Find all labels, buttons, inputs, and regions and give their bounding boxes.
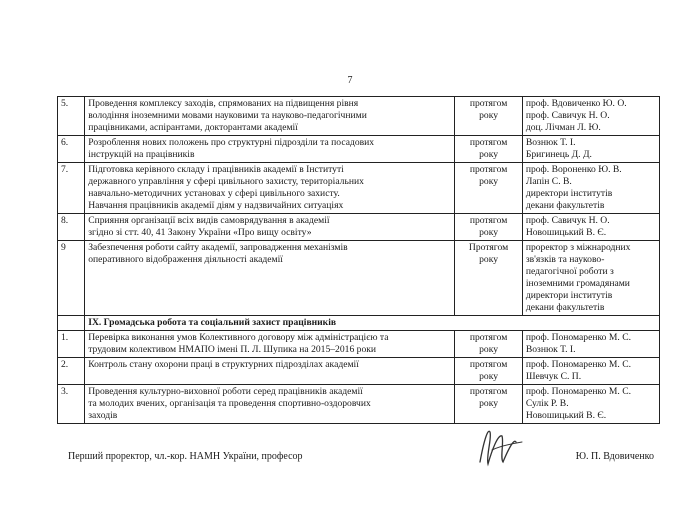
row-number: 9 <box>58 241 85 316</box>
table-row <box>58 136 660 163</box>
row-term-line: Протягом <box>468 242 509 253</box>
row-responsible-line: проф. Пономаренко М. С. <box>525 332 631 343</box>
table-row <box>58 331 660 358</box>
signer-position: Перший проректор, чл.-кор. НАМН України, професор <box>68 451 303 462</box>
row-task <box>85 97 455 136</box>
row-responsible-line: проф. Савичук Н. О. <box>525 215 610 226</box>
row-responsible-line: директори інститутів <box>525 188 613 199</box>
row-number: 1. <box>58 331 85 358</box>
row-term <box>455 136 523 163</box>
row-task <box>85 385 455 424</box>
row-task-line: навчально-методичних установах у сфері цивільного захисту. <box>88 188 340 199</box>
row-task-line: та молодих вчених, організація та проведення спортивно-оздоровчих <box>88 398 371 409</box>
table-row <box>58 385 660 424</box>
row-task-line: Забезпечення роботи сайту академії, запровадження механізмів <box>88 242 348 253</box>
row-responsible-line: проректор з міжнародних <box>525 242 631 253</box>
row-term <box>455 163 523 214</box>
row-task <box>85 214 455 241</box>
row-term-line: року <box>479 398 499 409</box>
row-term <box>455 331 523 358</box>
row-term <box>455 97 523 136</box>
row-responsible-line: іноземними громадянами <box>525 278 630 289</box>
section-row <box>58 316 660 331</box>
row-responsible-line: проф. Вороненко Ю. В. <box>525 164 622 175</box>
row-term-line: року <box>479 149 499 160</box>
row-responsible-line: проф. Пономаренко М. С. <box>525 359 631 370</box>
table-row <box>58 97 660 136</box>
row-task-line: оперативного відображення діяльності академії <box>88 254 283 265</box>
table-row <box>58 214 660 241</box>
row-responsible-line: Вознюк Т. І. <box>525 344 576 355</box>
row-number: 2. <box>58 358 85 385</box>
row-term-line: протягом <box>469 137 508 148</box>
row-task <box>85 331 455 358</box>
row-number: 8. <box>58 214 85 241</box>
plan-table <box>57 96 660 424</box>
row-responsible <box>522 385 659 424</box>
row-task <box>85 163 455 214</box>
row-responsible <box>522 163 659 214</box>
row-task-line: трудовим колективом НМАПО імені П. Л. Шупика на 2015–2016 роки <box>88 344 377 355</box>
row-term-line: протягом <box>469 164 508 175</box>
row-term-line: протягом <box>469 386 508 397</box>
row-task-line: Розроблення нових положень про структурні підрозділи та посадових <box>88 137 375 148</box>
row-task-line: володіння іноземними мовами науковими та науково-педагогічними <box>88 110 367 121</box>
row-task-line: Контроль стану охорони праці в структурних підрозділах академії <box>88 359 359 370</box>
row-responsible-line: Сулік Р. В. <box>525 398 569 409</box>
row-task-line: Проведення культурно-виховної роботи серед працівників академії <box>88 386 363 397</box>
row-term-line: протягом <box>469 215 508 226</box>
row-responsible-line: директори інститутів <box>525 290 613 301</box>
row-task-line: Підготовка керівного складу і працівників академії в Інституті <box>88 164 344 175</box>
row-task-line: Перевірка виконання умов Колективного договору між адміністрацією та <box>88 332 389 343</box>
row-task-line: заходів <box>88 410 118 421</box>
row-responsible-line: Новошицький В. Є. <box>525 227 607 238</box>
row-responsible <box>522 241 659 316</box>
row-responsible-line: декани факультетів <box>525 200 605 211</box>
row-term <box>455 241 523 316</box>
row-responsible-line: зв'язків та науково- <box>525 254 605 265</box>
row-number: 5. <box>58 97 85 136</box>
row-responsible <box>522 358 659 385</box>
row-term-line: року <box>479 176 499 187</box>
section-number-cell <box>58 316 85 331</box>
table-row <box>58 358 660 385</box>
signer-name: Ю. П. Вдовиченко <box>575 451 654 462</box>
row-number: 6. <box>58 136 85 163</box>
row-term-line: протягом <box>469 359 508 370</box>
row-task-line: згідно зі стт. 40, 41 Закону України «Про вищу освіту» <box>88 227 312 238</box>
section-title: IX. Громадська робота та соціальний захист працівників <box>85 316 660 331</box>
row-responsible-line: Вознюк Т. І. <box>525 137 576 148</box>
row-term-line: року <box>479 110 499 121</box>
row-task-line: працівниками, аспірантами, докторантами академії <box>88 122 298 133</box>
plan-table-body <box>58 97 660 424</box>
table-row <box>58 163 660 214</box>
row-task <box>85 358 455 385</box>
row-term-line: року <box>479 371 499 382</box>
row-term-line: року <box>479 254 499 265</box>
row-number: 7. <box>58 163 85 214</box>
row-responsible-line: Лапін С. В. <box>525 176 572 187</box>
row-task-line: Сприяння організації всіх видів самоврядування в академії <box>88 215 330 226</box>
row-responsible-line: декани факультетів <box>525 302 605 313</box>
row-term-line: року <box>479 344 499 355</box>
row-task-line: Навчання працівників академії діям у надзвичайних ситуаціях <box>88 200 344 211</box>
row-task-line: державного управління у сфері цивільного захисту, територіальних <box>88 176 364 187</box>
row-responsible-line: Бригинець Д. Д. <box>525 149 592 160</box>
row-term <box>455 358 523 385</box>
row-task <box>85 241 455 316</box>
row-responsible <box>522 331 659 358</box>
row-task-line: Проведення комплексу заходів, спрямованих на підвищення рівня <box>88 98 359 109</box>
page-number: 7 <box>347 75 353 86</box>
row-task-line: інструкцій на працівників <box>88 149 195 160</box>
row-responsible-line: Шевчук С. П. <box>525 371 582 382</box>
row-responsible <box>522 97 659 136</box>
row-term-line: протягом <box>469 332 508 343</box>
row-term <box>455 214 523 241</box>
row-responsible-line: проф. Пономаренко М. С. <box>525 386 631 397</box>
row-responsible-line: Новошицький В. Є. <box>525 410 607 421</box>
row-responsible-line: проф. Савичук Н. О. <box>525 110 610 121</box>
row-number: 3. <box>58 385 85 424</box>
row-term-line: року <box>479 227 499 238</box>
row-responsible <box>522 214 659 241</box>
row-term <box>455 385 523 424</box>
row-responsible <box>522 136 659 163</box>
row-responsible-line: педагогічної роботи з <box>525 266 614 277</box>
row-responsible-line: доц. Лічман Л. Ю. <box>525 122 601 133</box>
signature-icon <box>470 420 540 470</box>
row-task <box>85 136 455 163</box>
row-term-line: протягом <box>469 98 508 109</box>
table-row <box>58 241 660 316</box>
row-responsible-line: проф. Вдовиченко Ю. О. <box>525 98 627 109</box>
